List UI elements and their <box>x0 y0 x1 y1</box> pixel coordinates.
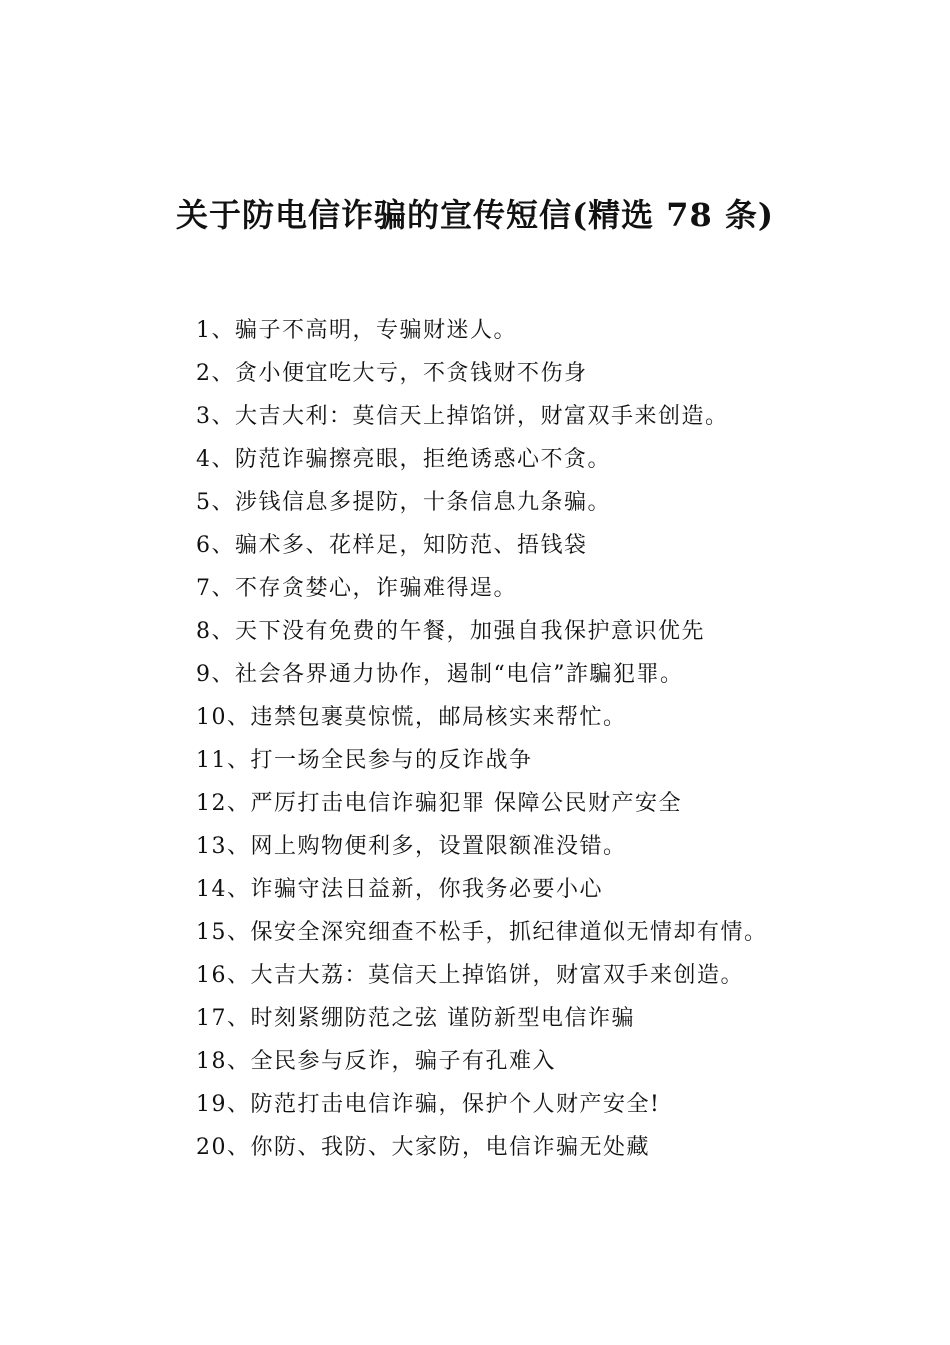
list-item: 20、你防、我防、大家防，电信诈骗无处藏 <box>196 1135 650 1160</box>
list-item: 17、时刻紧绷防范之弦 谨防新型电信诈骗 <box>196 1006 635 1031</box>
list-item: 10、违禁包裹莫惊慌，邮局核实来帮忙。 <box>196 705 627 730</box>
list-item: 9、社会各界通力协作，遏制“电信”詐騙犯罪。 <box>196 662 684 687</box>
sms-list <box>196 309 768 1169</box>
list-item: 4、防范诈骗擦亮眼，拒绝诱惑心不贪。 <box>196 447 611 472</box>
list-item: 7、不存贪婪心，诈骗难得逞。 <box>196 576 517 601</box>
list-item: 11、打一场全民参与的反诈战争 <box>196 748 533 773</box>
list-item: 2、贪小便宜吃大亏，不贪钱财不伤身 <box>196 361 588 386</box>
list-item: 14、诈骗守法日益新，你我务必要小心 <box>196 877 603 902</box>
list-item: 8、天下没有免费的午餐，加强自我保护意识优先 <box>196 619 705 644</box>
list-item: 13、网上购物便利多，设置限额准没错。 <box>196 834 627 859</box>
list-item: 19、防范打击电信诈骗，保护个人财产安全! <box>196 1092 661 1117</box>
list-item: 18、全民参与反诈，骗子有孔难入 <box>196 1049 556 1074</box>
list-item: 16、大吉大荔：莫信天上掉馅饼，财富双手来创造。 <box>196 963 744 988</box>
list-item: 6、骗术多、花样足，知防范、捂钱袋 <box>196 533 588 558</box>
list-item: 5、涉钱信息多提防，十条信息九条骗。 <box>196 490 611 515</box>
list-item: 3、大吉大利：莫信天上掉馅饼，财富双手来创造。 <box>196 404 729 429</box>
list-item: 12、严厉打击电信诈骗犯罪 保障公民财产安全 <box>196 791 682 816</box>
list-item: 1、骗子不高明，专骗财迷人。 <box>196 318 517 343</box>
list-item: 15、保安全深究细查不松手，抓纪律道似无情却有情。 <box>196 920 768 945</box>
page-title: 关于防电信诈骗的宣传短信(精选 78 条) <box>175 196 775 234</box>
